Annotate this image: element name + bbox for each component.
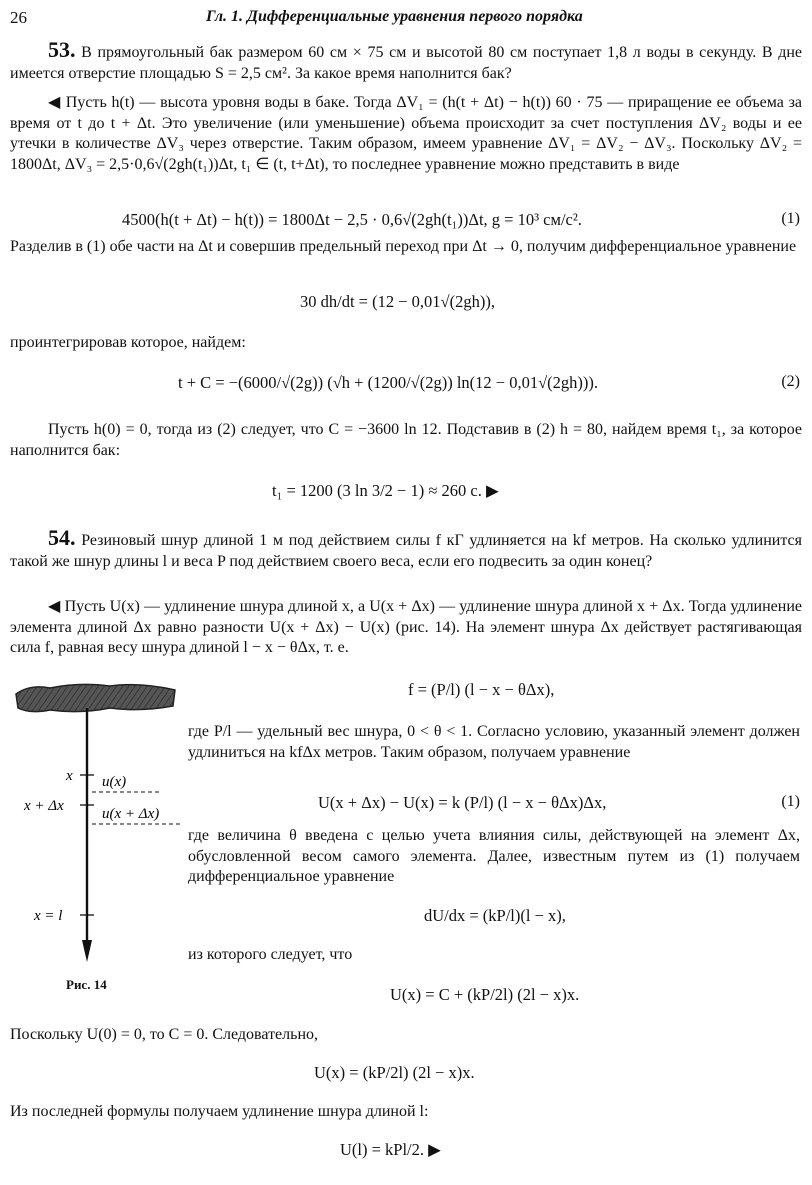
problem-54-final-eq: U(l) = kPl/2. ▶ — [340, 1140, 441, 1159]
problem-54-statement: 54. Резиновый шнур длиной 1 м под действием силы f кГ удлиняется на kf метров. На сколько удлинится такой же шнур длины l и веса P под действием своего веса, если его подвесить за один конец? — [10, 525, 802, 570]
label-x-equals-l: x = l — [34, 908, 63, 924]
figure-14-caption: Рис. 14 — [66, 977, 107, 992]
label-u-x: u(x) — [102, 774, 127, 790]
problem-53-eq1-number: (1) — [781, 210, 800, 227]
problem-54-U-general: U(x) = C + (kP/2l) (2l − x)x. — [390, 985, 580, 1004]
problem-54-U-solution: U(x) = (kP/2l) (2l − x)x. — [314, 1063, 475, 1082]
ceiling-hatch — [16, 684, 175, 711]
problem-54-diff-eq: dU/dx = (kP/l)(l − x), — [424, 906, 566, 925]
figure-14-rope-diagram — [10, 672, 185, 972]
problem-53-t1-eq: t₁ = 1200 (3 ln 3/2 − 1) ≈ 260 с. ▶ — [272, 481, 499, 500]
problem-53-para4: Пусть h(0) = 0, тогда из (2) следует, что C = −3600 ln 12. Подставив в (2) h = 80, найдем время t₁, за которое наполнится бак: — [10, 421, 802, 459]
problem-54-para4: из которого следует, что — [188, 946, 353, 963]
problem-54-force-eq: f = (P/l) (l − x − θΔx), — [408, 680, 555, 699]
problem-53-eq2-number: (2) — [781, 373, 800, 390]
problem-53-para1: ◀ Пусть h(t) — высота уровня воды в баке. Тогда ΔV₁ = (h(t + Δt) − h(t)) 60 · 75 — приращение ее объема за время от t до t + Δt. Это увеличение (или уменьшение) объема происходит за счет поступления ΔV₂ воды и ее утечки в количестве ΔV₃ через отверстие. Таким образом, имеем уравнение ΔV₁ = ΔV₂ − ΔV₃. Поскольку ΔV₂ = 1800Δt, ΔV₃ = 2,5·0,6√(2gh(t₁))Δt, t₁ ∈ (t, t+Δt), то последнее уравнение можно представить в виде — [10, 94, 802, 173]
problem-54-para2: где P/l — удельный вес шнура, 0 < θ < 1. Согласно условию, указанный элемент должен удлиниться на kfΔx метров. Таким образом, получаем уравнение — [188, 723, 800, 761]
problem-54-para1: ◀ Пусть U(x) — удлинение шнура длиной x, а U(x + Δx) — удлинение шнура длиной x + Δx. Тогда удлинение элемента длиной Δx равно разности U(x + Δx) − U(x) (рис. 14). На элемент шнура Δx действует растягивающая сила f, равная весу шнура длиной l − x − θΔx, т. е. — [10, 598, 802, 656]
rope-arrowhead — [82, 940, 92, 962]
label-x-plus-dx: x + Δx — [24, 798, 64, 814]
problem-54-eq1: U(x + Δx) − U(x) = k (P/l) (l − x − θΔx)Δx, — [318, 793, 607, 812]
problem-54-para3: где величина θ введена с целью учета влияния силы, действующей на элемент Δx, обусловленной весом самого элемента. Далее, известным путем из (1) получаем дифференциальное уравнение — [188, 827, 800, 885]
problem-53-para2: Разделив в (1) обе части на Δt и совершив предельный переход при Δt → 0, получим дифференциальное уравнение — [10, 238, 797, 255]
problem-54-eq1-number: (1) — [781, 793, 800, 810]
label-u-x-plus-dx: u(x + Δx) — [102, 806, 160, 822]
label-x: x — [66, 768, 73, 784]
problem-53-number: 53. — [48, 37, 76, 62]
problem-53-eq1: 4500(h(t + Δt) − h(t)) = 1800Δt − 2,5 · 0,6√(2gh(t₁))Δt, g = 10³ см/с². — [122, 210, 582, 229]
problem-53-diff-eq: 30 dh/dt = (12 − 0,01√(2gh)), — [300, 292, 495, 311]
chapter-title: Гл. 1. Дифференциальные уравнения первого порядка — [206, 8, 583, 25]
problem-54-para6: Из последней формулы получаем удлинение шнура длиной l: — [10, 1103, 429, 1120]
problem-54-para5: Поскольку U(0) = 0, то C = 0. Следовательно, — [10, 1026, 318, 1043]
page-number: 26 — [10, 8, 27, 27]
problem-54-number: 54. — [48, 525, 76, 550]
problem-53-statement: 53. В прямоугольный бак размером 60 см × 75 см и высотой 80 см поступает 1,8 л воды в секунду. В дне имеется отверстие площадью S = 2,5 см². За какое время наполнится бак? — [10, 37, 802, 82]
problem-53-para3: проинтегрировав которое, найдем: — [10, 334, 246, 351]
problem-53-eq2: t + C = −(6000/√(2g)) (√h + (1200/√(2g)) ln(12 − 0,01√(2gh))). — [178, 373, 599, 392]
